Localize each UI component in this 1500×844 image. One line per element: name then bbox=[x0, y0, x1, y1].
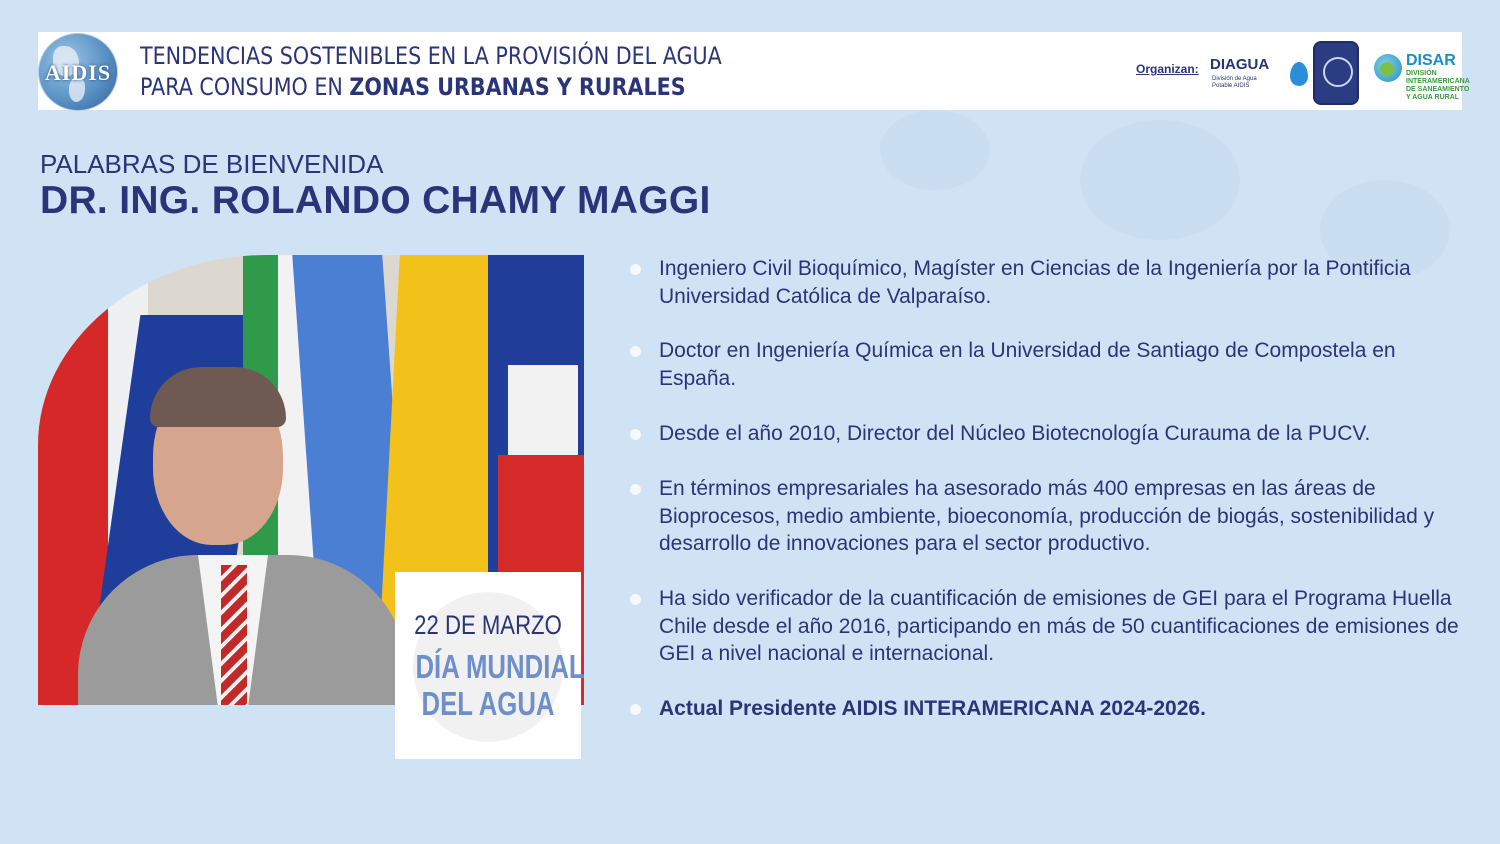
header-banner bbox=[38, 32, 1470, 110]
event-title-line2-bold: ZONAS URBANAS Y RURALES bbox=[349, 73, 686, 101]
organizer-seal-logo bbox=[1313, 41, 1359, 105]
day-title-line2: DEL AGUA bbox=[421, 685, 555, 722]
speaker-name: DR. ING. ROLANDO CHAMY MAGGI bbox=[40, 179, 711, 222]
bullet-icon bbox=[630, 704, 641, 715]
event-title bbox=[140, 41, 722, 103]
bullet-text: Ha sido verificador de la cuantificación de emisiones de GEI para el Programa Huella Chile desde el año 2016, participando en más de 50 cuantificaciones de emisiones de GEI a nivel nacional e internacional. bbox=[659, 587, 1459, 665]
diagua-logo-subtext: División de Agua Potable AIDIS bbox=[1212, 76, 1257, 89]
bullet-icon bbox=[630, 594, 641, 605]
bullet-icon bbox=[630, 484, 641, 495]
bullet-icon bbox=[630, 346, 641, 357]
disar-logo-subtext: DIVISIÓN INTERAMERICANA DE SANEAMIENTO Y AGUA RURAL bbox=[1406, 70, 1470, 101]
world-water-day-card bbox=[395, 572, 585, 759]
day-title-line1: DÍA MUNDIAL bbox=[415, 648, 585, 685]
bullet-text-highlight: Actual Presidente AIDIS INTERAMERICANA 2024-2026. bbox=[659, 697, 1206, 720]
water-drop-icon bbox=[1290, 62, 1308, 86]
event-title-line1: TENDENCIAS SOSTENIBLES EN LA PROVISIÓN DEL AGUA bbox=[140, 42, 722, 70]
bullet-icon bbox=[630, 264, 641, 275]
bullet-text: Desde el año 2010, Director del Núcleo Biotecnología Curauma de la PUCV. bbox=[659, 422, 1371, 445]
section-subtitle: PALABRAS DE BIENVENIDA bbox=[40, 149, 384, 179]
background-pattern bbox=[880, 110, 990, 190]
event-title-line2 bbox=[140, 72, 722, 103]
diagua-logo-text: DIAGUA bbox=[1210, 56, 1270, 73]
aidis-logo-text: AIDIS bbox=[44, 60, 112, 85]
background-pattern bbox=[1080, 120, 1240, 240]
bullet-text: Ingeniero Civil Bioquímico, Magíster en Ciencias de la Ingeniería por la Pontificia Universidad Católica de Valparaíso. bbox=[659, 257, 1411, 308]
disar-logo bbox=[1374, 50, 1470, 101]
disar-globe-icon bbox=[1374, 54, 1402, 82]
organizers-label: Organizan: bbox=[1136, 62, 1199, 76]
bullet-text: Doctor en Ingeniería Química en la Universidad de Santiago de Compostela en España. bbox=[659, 339, 1396, 390]
aidis-logo bbox=[38, 33, 118, 111]
event-title-line2-regular: PARA CONSUMO EN bbox=[140, 73, 350, 101]
bullet-icon bbox=[630, 429, 641, 440]
bullet-text: En términos empresariales ha asesorado más 400 empresas en las áreas de Bioprocesos, medio ambiente, bioeconomía, producción de biogás, sostenibilidad y desarrollo de innovaciones para el sector productivo. bbox=[659, 477, 1435, 555]
diagua-logo bbox=[1210, 52, 1310, 102]
date-text: 22 DE MARZO bbox=[414, 610, 562, 640]
disar-logo-text: DISAR bbox=[1406, 52, 1456, 69]
